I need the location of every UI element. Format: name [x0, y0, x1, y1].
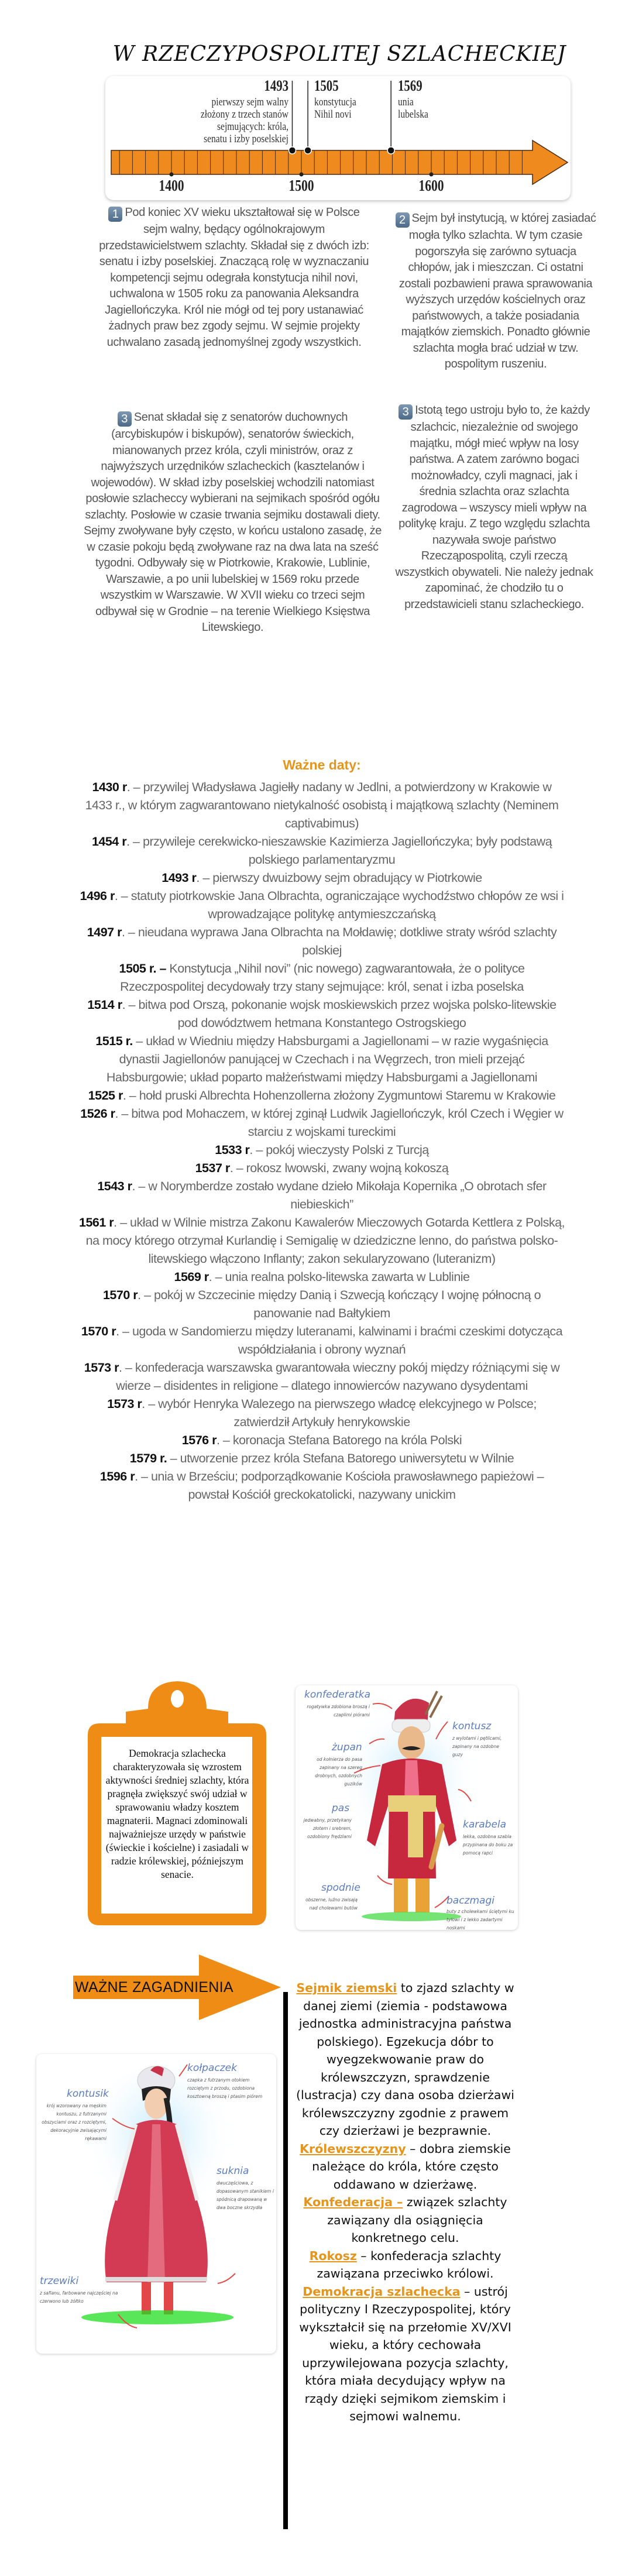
glossary-definition: związek szlachty zawiązany dla osiągnięcia konkretnego celu.	[327, 2195, 507, 2245]
date-text: . – hołd pruski Albrechta Hohenzollerna złożony Zygmuntowi Staremu w Krakowie	[122, 1088, 556, 1102]
paragraph-3	[82, 410, 383, 636]
important-topics-heading: WAŻNE ZAGADNIENIA	[75, 1979, 233, 1995]
event-line: sejmujących: króla,	[217, 121, 288, 133]
date-item	[79, 1032, 565, 1087]
glossary-definition: to zjazd szlachty w danej ziemi (ziemia - podstawowa jednostka administracyjna państwa polskiego). Egzekucja dóbr to wyegzekwowanie praw do królewszczyzn, sprawdzenie (lustracja) czy dana osoba dzierżawi królewszczyzny zgodnie z prawem czy dzierżawi je bezprawnie.	[296, 1981, 514, 2138]
date-item	[79, 1468, 565, 1504]
glossary-entry	[296, 2140, 515, 2194]
date-text: . – koronacja Stefana Batorego na króla Polski	[216, 1433, 462, 1447]
paragraph-text: Pod koniec XV wieku ukształtował się w Polsce sejm walny, będący ogólnokrajowym przedstawicielstwem szlachty. Składał się z dwóch izb: senatu i izby poselskiej. Znaczącą rolę w wyznaczaniu kompetencji sejmu odegrała konstytucja nihil novi, uchwalona w 1505 roku za panowania Aleksandra Jagiellończyka. Król nie mógł od tej pory ustanawiać żadnych praw bez zgody sejmu. W sejmie projekty uchwalano zasadą jednomyślnej zgody wszystkich.	[99, 206, 369, 349]
event-line: pierwszy sejm walny	[211, 96, 288, 108]
date-item	[79, 1159, 565, 1177]
label-desc: krój wzorowany na męskim kontuszu, z futrzanymi obszyciami oraz z rozciętymi, dekoracyjnie zwisającymi rękawami	[42, 2103, 107, 2141]
date-year: 1496 r	[80, 889, 115, 903]
number-badge: 3	[118, 411, 132, 427]
axis-dot	[300, 173, 304, 177]
glossary-definition: – konfederacja szlachty zawiązana przeciwko królowi.	[317, 2248, 502, 2280]
number-badge: 1	[108, 207, 122, 222]
date-year: 1570 r	[81, 1324, 116, 1338]
date-year: 1543 r	[97, 1179, 132, 1193]
date-text: . – przywileje cerekwicko-nieszawskie Kazimierza Jagiellończyka; były podstawą polskiego parlamentaryzmu	[126, 834, 552, 867]
date-year: 1514 r	[87, 998, 122, 1012]
date-text: . – pokój wieczysty Polski z Turcją	[249, 1143, 429, 1157]
date-item	[79, 960, 565, 996]
number-badge: 3	[399, 404, 413, 420]
event-line: złożony z trzech stanów	[200, 108, 288, 121]
page-title: W RZECZYPOSPOLITEJ SZLACHECKIEJ	[112, 42, 566, 66]
axis-dot	[430, 173, 434, 177]
date-item	[79, 923, 565, 960]
date-year: 1526 r	[80, 1107, 115, 1121]
glossary-term[interactable]: Królewszczyzny	[300, 2141, 406, 2156]
dates-heading: Ważne daty:	[283, 757, 361, 772]
date-item	[79, 1105, 565, 1141]
date-text: . – konfederacja warszawska gwarantowała wieczny pokój między różniącymi się w wierze – disidentes in religione – dlatego innowierców nazywano dysydentami	[116, 1361, 560, 1393]
paragraph-text: Istotą tego ustroju było to, że każdy szlachcic, niezależnie od swojego majątku, mógł mieć wpływ na losy państwa. A zatem zarówno bogaci możnowładcy, czyli magnaci, jak i średnia szlachta oraz szlachta zagrodowa – wszyscy mieli wpływ na politykę kraju. Z tego względu szlachta nazywała swoje państwo Rzecząpospolitą, czyli rzeczą wszystkich obywateli. Nie należy jednak zapominać, że chodziło tu o przedstawicieli stanu szlacheckiego.	[395, 404, 593, 611]
glossary-entry	[296, 2193, 515, 2247]
date-item	[79, 1214, 565, 1268]
date-text: . – wybór Henryka Walezego na pierwszego władcę elekcyjnego w Polsce; zatwierdził Artykuły henrykowskie	[142, 1397, 537, 1429]
date-item	[79, 1286, 565, 1323]
date-year: 1573 r	[107, 1397, 142, 1411]
date-year: 1454 r	[91, 834, 127, 849]
paragraph-1	[97, 205, 372, 351]
glossary	[296, 1979, 515, 2426]
date-item	[79, 1177, 565, 1214]
date-item	[79, 1087, 565, 1105]
glossary-term[interactable]: Sejmik ziemski	[296, 1981, 397, 1995]
date-text: . – unia realna polsko-litewska zawarta w Lublinie	[208, 1270, 470, 1284]
glossary-definition: – ustrój polityczny I Rzeczypospolitej, który wykształcił się na przełomie XV/XVI wieku, a który cechowała uprzywilejowana pozycja szlachty, która miała decydujący wpływ na rządy dzięki sejmikom ziemskim i sejmowi walnemu.	[299, 2284, 511, 2423]
date-year: 1525 r	[88, 1088, 123, 1102]
date-year: 1493 r	[162, 871, 197, 885]
axis-label-1600: 1600	[418, 177, 444, 194]
date-item	[79, 833, 565, 869]
glossary-definition: – dobra ziemskie należące do króla, które często oddawano w dzierżawę.	[312, 2141, 511, 2192]
label-desc: buty z cholewkami ściętymi ku tyłowi i z lekko zadartymi noskami	[446, 1909, 514, 1930]
glossary-entry	[296, 1979, 515, 2140]
event-line: unia	[398, 96, 414, 108]
event-desc	[398, 96, 428, 121]
label-title: kołpaczek	[187, 2062, 237, 2074]
date-text: . – nieudana wyprawa Jana Olbrachta na Mołdawię; dotkliwe straty wśród szlachty polskiej	[121, 925, 557, 957]
date-item	[79, 887, 565, 923]
date-item	[79, 869, 565, 887]
date-year: 1430 r	[92, 780, 127, 794]
label-desc: rogatywka zdobiona broszą i czaplimi piórami	[307, 1704, 370, 1718]
glossary-term[interactable]: Demokracja szlachecka	[303, 2284, 461, 2299]
date-item	[79, 1268, 565, 1286]
date-item	[79, 1395, 565, 1431]
label-desc: z safianu, farbowane najczęściej na czerwono lub żółtko	[40, 2290, 118, 2304]
date-text: . – ugoda w Sandomierzu między luteranami, kalwinami i braćmi czeskimi dotycząca współdziałania i obrony wyznań	[116, 1324, 563, 1356]
event-line: lubelska	[398, 108, 428, 121]
date-text: . – przywilej Władysława Jagiełły nadany w Jedlni, a potwierdzony w Krakowie w 1433 r., w którym zagwarantowano nietykalność osobistą i majątkową szlachty (Neminem captivabimus)	[85, 780, 559, 830]
label-title: karabela	[463, 1819, 507, 1830]
event-year: 1493	[264, 77, 288, 94]
event-desc	[314, 96, 356, 121]
dates-list	[79, 778, 565, 1504]
event-marker	[288, 147, 296, 154]
date-text: Konstytucja „Nihil novi” (nic nowego) zagwarantowała, że o polityce Rzeczpospolitej decydowały trzy stany sejmujące: król, senat i izba poselska	[120, 961, 525, 994]
label-title: pas	[332, 1802, 350, 1814]
label-desc: lekka, ozdobna szabla przypinana do boku za pomocą rapci	[463, 1834, 513, 1856]
date-text: . – unia w Brześciu; podporządkowanie Kościoła prawosławnego papieżowi – powstał Kościół greckokatolicki, nazywany unickim	[135, 1469, 544, 1502]
date-item	[79, 1141, 565, 1159]
event-line: konstytucja	[314, 96, 356, 108]
date-year: 1596 r	[99, 1469, 135, 1483]
event-marker	[304, 147, 311, 154]
date-item	[79, 1359, 565, 1395]
date-text: . – pierwszy dwuizbowy sejm obradujący w Piotrkowie	[196, 871, 482, 885]
date-item	[79, 1450, 565, 1468]
label-desc: obszerne, luźno zwisają nad cholewami butów	[305, 1897, 358, 1911]
paragraph-text: Sejm był instytucją, w której zasiadać mogła tylko szlachta. W tym czasie pogorszyła się zarówno sytuacja chłopów, jak i mieszczan. Ci ostatni zostali pozbawieni prawa sprawowania wyższych urzędów kościelnych oraz państwowych, a także posiadania majątków ziemskich. Ponadto głównie szlachta mogła brać udział w tzw. pospolitym ruszeniu.	[399, 212, 596, 370]
date-year: 1576 r	[181, 1433, 217, 1447]
date-year: 1573 r	[84, 1361, 119, 1375]
paragraph-4	[393, 403, 595, 613]
number-badge: 2	[396, 212, 410, 228]
date-text: . – statuty piotrkowskie Jana Olbrachta, ograniczające wychodźstwo chłopów ze wsi i wprowadzające politykę antymieszczańską	[114, 889, 564, 921]
axis-dot	[170, 173, 174, 177]
label-title: trzewiki	[40, 2275, 79, 2287]
label-desc: jedwabny, przetykany złotem i srebrem, ozdobiony frędzlami	[303, 1818, 352, 1839]
axis-label-1500: 1500	[288, 177, 314, 194]
date-year: 1497 r	[87, 925, 122, 939]
label-title: baczmagi	[446, 1895, 494, 1907]
date-item	[79, 778, 565, 833]
timeline-card	[105, 76, 571, 200]
label-title: kontusz	[452, 1720, 492, 1732]
event-year: 1505	[314, 77, 339, 94]
label-title: spodnie	[321, 1882, 360, 1894]
date-item	[79, 1431, 565, 1450]
event-line: senatu i izby poselskiej	[204, 133, 288, 145]
paragraph-2	[393, 211, 598, 373]
noblewoman-costume-card	[36, 2054, 276, 2354]
label-desc: od kołnierza do pasa zapinany na szereg drobnych, ozdobnych guzików	[315, 1757, 362, 1787]
date-text: . – układ w Wilnie mistrza Zakonu Kawalerów Mieczowych Gotarda Kettlera z Polską, na mocy którego otrzymał Kurlandię i Semigalię w dziedziczne lenno, do państwa polsko-litewskiego włączono Inflanty; zakon sekularyzowano (luteranizm)	[85, 1215, 565, 1266]
glossary-entry	[296, 2283, 515, 2426]
event-marker	[387, 147, 394, 154]
label-title: konfederatka	[304, 1689, 371, 1701]
clipboard-text: Demokracja szlachecka charakteryzowała się wzrostem aktywności średniej szlachty, która pragnęła zwiększyć swój udział w sprawowaniu władzy kosztem magnaterii. Magnaci zdominowali najważniejsze urzędy w państwie (świeckie i kościelne) i zasiadali w radzie królewskiej, późniejszym senacie.	[105, 1747, 249, 1880]
glossary-term[interactable]: Rokosz	[309, 2248, 357, 2263]
date-item	[79, 1323, 565, 1359]
date-year: 1561 r	[79, 1215, 114, 1229]
paragraph-text: Senat składał się z senatorów duchownych (arcybiskupów i biskupów), senatorów świeckich, mianowanych przez króla, czyli ministrów, oraz z najwyższych urzędników szlacheckich (kasztelanów i wojewodów). W skład izby poselskiej wchodzili natomiast posłowie szlacheccy wybierani na sejmikach spośród ogółu szlachty. Posłowie w czasie trwania sejmiku dostawali diety. Sejmy zwoływane były często, w końcu ustalono zasadę, że w czasie pokoju będą zwoływane raz na dwa lata na sześć tygodni. Odbywały się w Piotrkowie, Krakowie, Lublinie, Warszawie, a po unii lubelskiej w 1569 roku przede wszystkim w Warszawie. W XVII wieku co trzeci sejm odbywał się w Grodnie – na terenie Wielkiego Księstwa Litewskiego.	[84, 411, 382, 634]
label-title: żupan	[332, 1742, 362, 1753]
date-text: . – rokosz lwowski, zwany wojną kokoszą	[229, 1161, 449, 1175]
date-text: . – pokój w Szczecinie między Danią i Szwecją kończący I wojnę północną o panowanie nad Bałtykiem	[138, 1288, 541, 1320]
date-year: 1570 r	[102, 1288, 138, 1302]
date-item	[79, 996, 565, 1032]
date-year: 1515 r.	[95, 1034, 133, 1048]
label-desc: dwuczęściowa, z dopasowanym stanikiem i spódnicą drapowaną w dwa boczne skrzydła	[217, 2180, 274, 2210]
label-desc: z wylotami i pętlicami, zapinany na ozdobne guzy	[452, 1736, 502, 1757]
divider-line	[283, 1992, 288, 2529]
nobleman-costume-card	[296, 1685, 518, 1930]
label-title: kontusik	[67, 2088, 109, 2100]
date-text: – układ w Wiedniu między Habsburgami a Jagiellonami – w razie wygaśnięcia dynastii Jagiellonów panującej w Czechach i na Węgrzech, tron mieli przejąć Habsburgowie; układ poparto małżeństwami między Habsburgami a Jagiellonami	[106, 1034, 548, 1084]
glossary-term[interactable]: Konfederacja –	[303, 2195, 403, 2209]
date-year: 1505 r. –	[119, 961, 166, 976]
glossary-entry	[296, 2247, 515, 2283]
date-text: . – w Norymberdze zostało wydane dzieło Mikołaja Kopernika „O obrotach sfer niebieskich”	[132, 1179, 547, 1211]
event-desc	[193, 96, 288, 145]
date-text: – utworzenie przez króla Stefana Batorego uniwersytetu w Wilnie	[167, 1451, 514, 1465]
date-text: . – bitwa pod Mohaczem, w której zginął Ludwik Jagiellończyk, król Czech i Węgier w starciu z wojskami tureckimi	[115, 1107, 564, 1139]
event-year: 1569	[398, 77, 423, 94]
axis-label-1400: 1400	[159, 177, 184, 194]
date-year: 1579 r.	[129, 1451, 167, 1465]
date-year: 1533 r	[215, 1143, 250, 1157]
label-title: suknia	[217, 2165, 249, 2177]
label-desc: czapka z futrzanym otokiem rozciętym z przodu, ozdobiona kosztowną broszą i ptasim piórem	[187, 2077, 263, 2099]
date-text: . – bitwa pod Orszą, pokonanie wojsk moskiewskich przez wojska polsko-litewskie pod dowództwem hetmana Konstantego Ostrogskiego	[122, 998, 557, 1030]
event-line: Nihil novi	[314, 108, 352, 121]
date-year: 1537 r	[195, 1161, 230, 1175]
date-year: 1569 r	[174, 1270, 209, 1284]
